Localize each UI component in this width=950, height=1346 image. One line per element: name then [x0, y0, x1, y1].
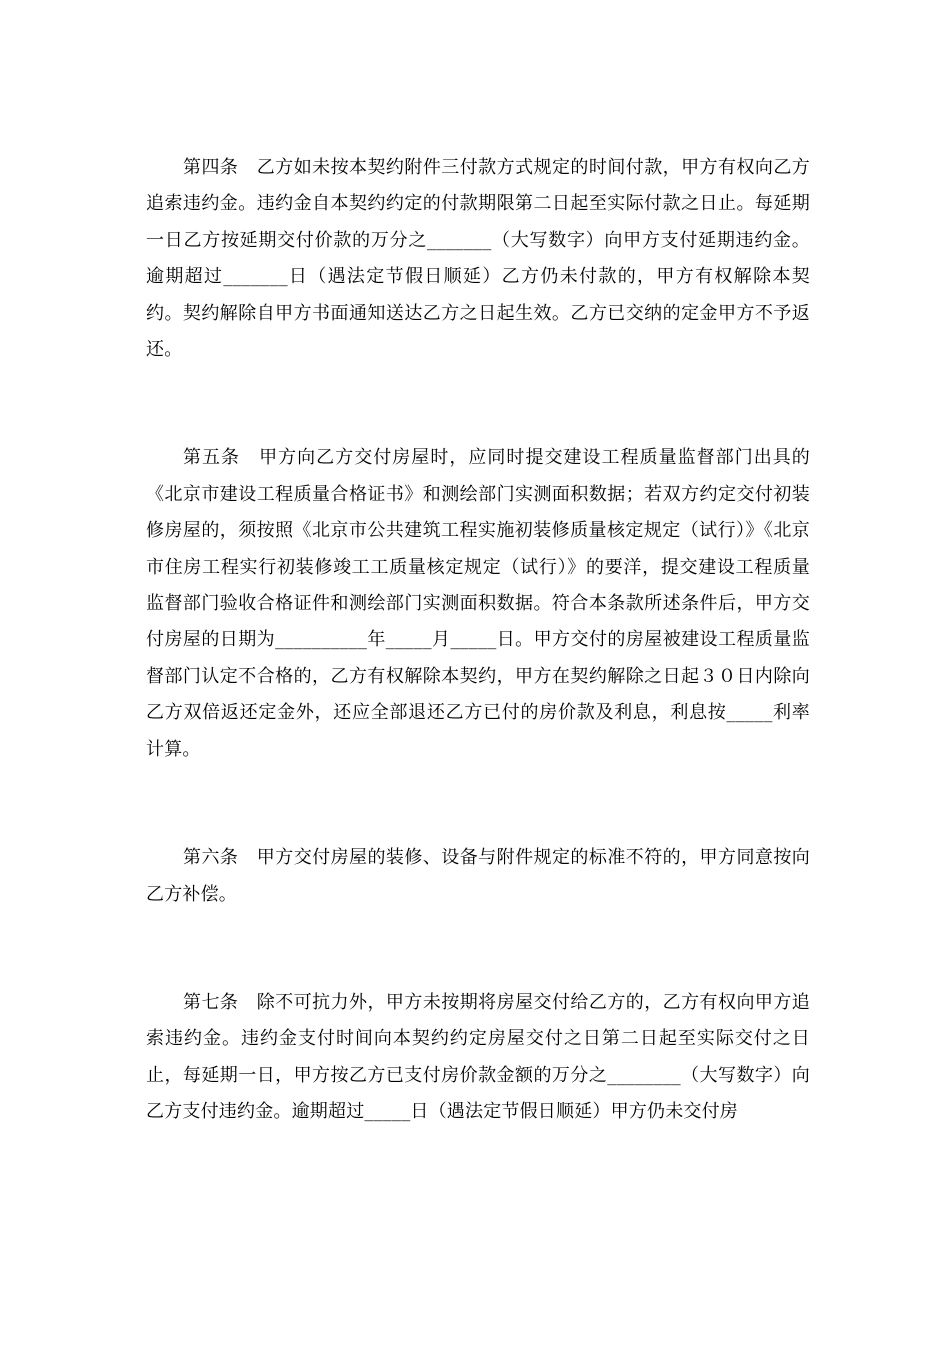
article-6-paragraph: 第六条 甲方交付房屋的装修、设备与附件规定的标准不符的，甲方同意按向乙方补偿。	[146, 847, 810, 905]
article-5-paragraph: 第五条 甲方向乙方交付房屋时，应同时提交建设工程质量监督部门出具的《北京市建设工程质量合格证书》和测绘部门实测面积数据；若双方约定交付初装修房屋的，须按照《北京市公共建筑工程实施初装修质量核定规定（试行）》《北京市住房工程实行初装修竣工工质量核定规定（试行）》的要洋，提交建设工程质量监督部门验收合格证件和测绘部门实测面积数据。符合本条款所述条件后，甲方交付房屋的日期为__________年_____月_____日。甲方交付的房屋被建设工程质量监督部门认定不合格的，乙方有权解除本契约，甲方在契约解除之日起３０日内除向乙方双倍返还定金外，还应全部退还乙方已付的房价款及利息，利息按_____利率计算。	[146, 447, 810, 760]
document-page	[146, 150, 810, 1131]
article-4-paragraph: 第四条 乙方如未按本契约附件三付款方式规定的时间付款，甲方有权向乙方追索违约金。违约金自本契约约定的付款期限第二日起至实际付款之日止。每延期一日乙方按延期交付价款的万分之_______（大写数字）向甲方支付延期违约金。逾期超过_______日（遇法定节假日顺延）乙方仍未付款的，甲方有权解除本契约。契约解除自甲方书面通知送达乙方之日起生效。乙方已交纳的定金甲方不予返还。	[146, 157, 810, 361]
article-7-paragraph: 第七条 除不可抗力外，甲方未按期将房屋交付给乙方的，乙方有权向甲方追索违约金。违约金支付时间向本契约约定房屋交付之日第二日起至实际交付之日止，每延期一日，甲方按乙方已支付房价款金额的万分之________（大写数字）向乙方支付违约金。逾期超过_____日（遇法定节假日顺延）甲方仍未交付房	[146, 991, 810, 1123]
